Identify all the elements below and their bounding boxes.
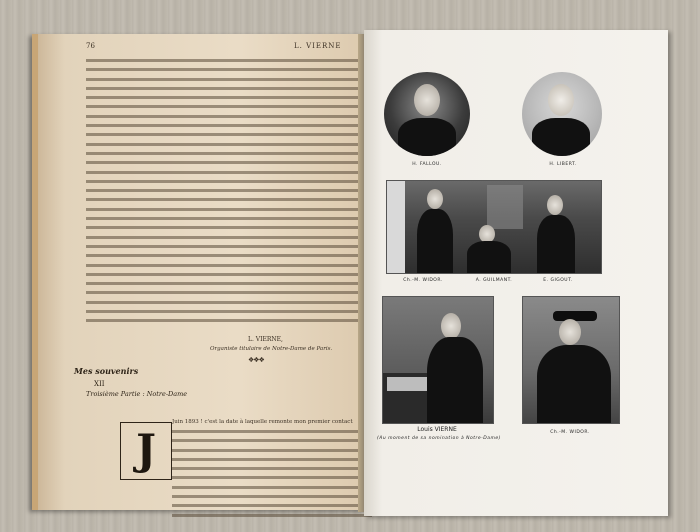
caption-vierne-note: (Au moment de sa nomination à Notre-Dame) xyxy=(377,436,501,441)
photo-widor xyxy=(522,296,620,424)
section-subtitle: Troisième Partie : Notre-Dame xyxy=(86,390,188,398)
signature: L. VIERNE, xyxy=(248,336,283,343)
caption-widor-big: Ch.-M. WIDOR. xyxy=(550,430,590,435)
first-line: Juin 1893 ! c'est la date à laquelle remonte mon premier contact xyxy=(172,419,353,425)
caption-fallou: H. FALLOU. xyxy=(412,162,442,167)
portrait-fallou xyxy=(384,72,470,156)
open-book xyxy=(18,26,682,516)
running-head: L. VIERNE xyxy=(294,42,342,50)
section-number: XII xyxy=(94,380,105,388)
ornament: ❖❖❖ xyxy=(248,356,264,364)
caption-libert: H. LIBERT. xyxy=(549,162,577,167)
group-photo xyxy=(386,180,602,274)
left-page xyxy=(32,34,374,510)
caption-vierne: Louis VIERNE xyxy=(417,426,457,433)
signature-title: Organiste titulaire de Notre-Dame de Paris. xyxy=(210,346,333,352)
photo-vierne xyxy=(382,296,494,424)
caption-gigout: E. GIGOUT. xyxy=(543,278,573,283)
dropcap-illustration: J xyxy=(120,422,172,480)
caption-widor-small: Ch.-M. WIDOR. xyxy=(403,278,443,283)
body-text-block-2 xyxy=(172,418,372,520)
section-heading: Mes souvenirs xyxy=(74,366,139,376)
caption-guilmant: A. GUILMANT. xyxy=(475,278,513,283)
page-number: 76 xyxy=(86,42,95,50)
body-text-block xyxy=(86,56,368,326)
right-page xyxy=(364,30,668,516)
portrait-libert xyxy=(522,72,602,156)
